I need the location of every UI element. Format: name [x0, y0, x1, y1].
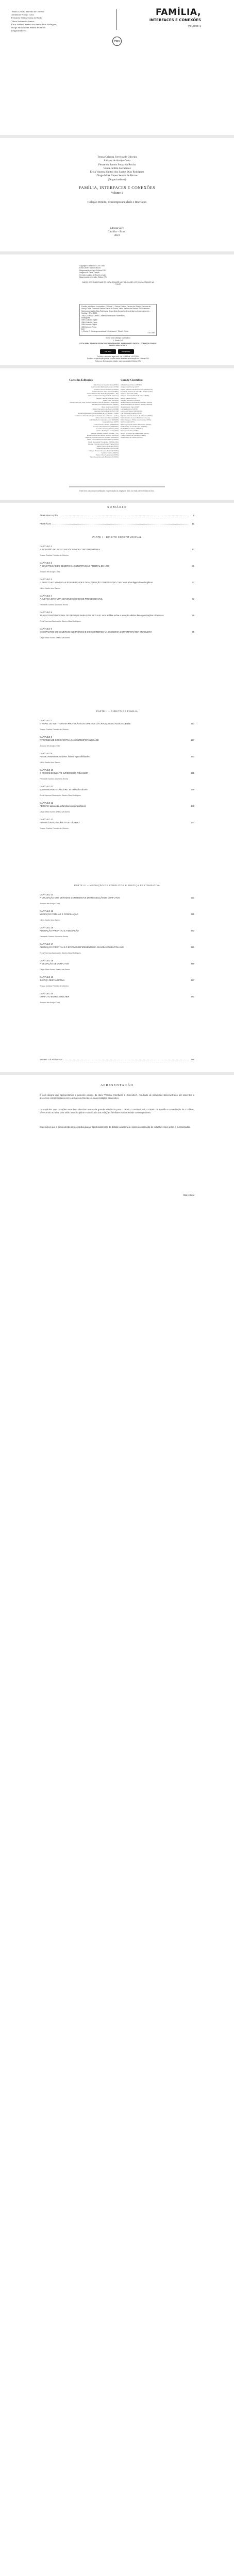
cover-author: Diogo Mota Nunes Seabra de Barros	[11, 26, 46, 29]
council-member: Ana Carolina Barbosa Guedes (UFPE)	[91, 386, 119, 388]
crv-logo-text: CRV	[114, 40, 120, 43]
toc-chapter-number: CAPÍTULO 4	[40, 595, 52, 597]
copyright-line: Revisão: Analista de Escrita e Artes	[79, 274, 107, 276]
council-member: Maria Cristina Cereser Pezzella (Unoesc)	[121, 416, 150, 419]
councils-page	[0, 368, 234, 500]
publisher-name: Editora CRV	[110, 227, 124, 230]
index-title: Índice para catálogo sistemático	[106, 337, 130, 339]
copyright-line: Imagens da Capa: Freepik	[79, 272, 99, 274]
toc-entry-page: 11	[192, 522, 194, 525]
toc-chapter-number: CAPÍTULO 8	[40, 736, 52, 738]
toc-entry[interactable]	[40, 1058, 194, 1061]
toc-chapter-number: CAPÍTULO 1	[40, 545, 52, 548]
toc-chapter-page: 257	[191, 979, 194, 981]
toc-chapter-title[interactable]: PLANEJAMENTO FAMILIAR: limites e possibilidades	[40, 755, 90, 758]
toc-chapter-page: 183	[191, 805, 194, 807]
copyright-line: Diagramação e Capa: Editora CRV	[79, 269, 106, 272]
council-member: Pedro Manoel Abreu (UNIVALI)	[121, 428, 143, 430]
council-member: Paulo Cesar Corrêa Borges (UNESP)	[121, 425, 147, 428]
council-member: Guillermo Arias Beatón (Universidade de La Havana – Cuba)	[75, 414, 119, 417]
toc-chapter-number: CAPÍTULO 16	[40, 926, 54, 929]
council-member: Francisco Carlos Duarte (PUC-PR)	[93, 410, 119, 412]
toc-chapter-title[interactable]: O DIREITO AO NOME E AS POSSIBILIDADES DE ALTERAÇÃO DO REGISTRO CIVIL: uma abordagem interdisciplinar	[40, 581, 153, 584]
toc-entry-page: 285	[190, 1058, 194, 1061]
toc-entry-title: PREFÁCIO	[40, 522, 51, 525]
catalog-line: ISBN Volume Físico	[81, 326, 97, 328]
copyright-page	[0, 255, 234, 365]
toc-entry-page: 9	[193, 514, 194, 517]
title-page-author: Diogo Mota Nunes Seabra de Barros	[96, 174, 138, 178]
toc-chapter-author: Vânia Jardim dos Santos	[40, 919, 60, 921]
title-page-authors	[0, 156, 234, 182]
council-member: Josania Portela (UFPI)	[102, 421, 119, 423]
council-member: Larissa Ramina (UFPR)	[121, 408, 138, 410]
cover-title: FAMÍLIA,	[156, 7, 201, 18]
toc-chapter-page: 127	[191, 739, 194, 741]
toc-entry[interactable]	[40, 514, 194, 517]
toc-chapter-page: 197	[191, 821, 194, 824]
toc-chapter-number: CAPÍTULO 20	[40, 992, 54, 995]
toc-chapter-title[interactable]: JUSTIÇA RESTAURATIVA	[40, 979, 65, 981]
cover-author: Vânia Jardim dos Santos	[11, 20, 35, 23]
council-member: Gilberto Ferreira Marchetti Filho (UFMS)	[121, 395, 149, 397]
catalog-line: ISBN Volume Digital	[81, 324, 97, 326]
toc-chapter-title[interactable]: O PAPEL DO INSTITUTO NA PROTEÇÃO DOS DIREITOS DA CRIANÇA E DO ADOLESCENTE	[40, 722, 131, 725]
council-member: Gloria Fariñas León (Universidade de La Havana – Cuba)	[77, 412, 119, 415]
council-member: José Alcebíades de Oliveira Junior (UFRGS)	[121, 403, 153, 406]
council-member: Cesar Gerónimo Tello (Univer. Nacional Três de Febrero – Argentina)	[70, 401, 119, 403]
toc-chapter-page: 95	[192, 631, 194, 633]
toc-chapter-page: 31	[192, 565, 194, 567]
toc-chapter-title[interactable]: TRANSCONSTITUCIONAL DE PESSOAS PARA FINS SEXUAIS: uma análise sobre a atuação efetiva das organizações criminosas	[40, 614, 164, 617]
copyright-lines	[79, 265, 157, 278]
council-member: Solange Helena Ximenes-Rocha (UFOPA)	[88, 449, 119, 452]
publisher-city: Curitiba – Brasil	[108, 230, 126, 234]
toc-chapter-page: 241	[191, 946, 194, 948]
toc-chapter-title[interactable]: A MEDIAÇÃO DE CONFLITOS	[40, 962, 69, 965]
toc-chapter-number: CAPÍTULO 3	[40, 578, 52, 581]
council-member: Luciano Rodrigues Costa (UFV)	[96, 430, 119, 432]
council-member: Élsio José Corá (UFFS)	[102, 405, 119, 408]
council-member: Marcelo Andrade Cattoni de Oliveira (UFMG)	[121, 414, 153, 417]
cover-page	[0, 0, 234, 135]
title-page-volume: Volume 1	[111, 192, 123, 195]
toc-heading: SUMÁRIO	[107, 505, 127, 509]
toc-chapter-number: CAPÍTULO 14	[40, 893, 54, 896]
council-member: Jacinto Nelson de Miranda Coutinho (UFPR)	[121, 401, 153, 403]
toc-chapter-title[interactable]: ALIENAÇÃO PARENTAL E O EFETIVO DEFERIMENTO DA GUARDA COMPARTILHADA	[40, 946, 125, 948]
toc-chapter-page: 169	[191, 788, 194, 791]
catalog-line: ISBN Coleção Física	[81, 321, 97, 324]
toc-chapter-title[interactable]: OS IMPACTOS DO COMÉRCIO ELETRÔNICO E O E-COMMERCE NA ECONOMIA CONTEMPORÂNEA BRASILEIRA	[40, 631, 153, 633]
council-member: Maria de Lourdes Pinto de Almeida (UNOESC)	[85, 436, 119, 438]
toc-chapter-author: Tereza Cristina Ferreira de Oliveira	[40, 554, 69, 556]
toc-chapter-author: Diogo Mota Nunes Seabra de Barros	[40, 811, 70, 813]
toc-chapter-author: Vânia Jardim dos Santos	[40, 761, 60, 764]
title-page-author: Vânia Jardim dos Santos	[103, 166, 131, 170]
toc-chapter-title[interactable]: CONFLITO ENTRE A MULHER	[40, 995, 70, 998]
toc-chapter-author: Jordana de Araújo Cotta	[40, 903, 60, 905]
google-play-badge[interactable]: Google Play	[118, 349, 134, 354]
toc-chapter-number: CAPÍTULO 17	[40, 943, 54, 945]
council-member: Eduardo Fernandes Barbosa (UFMG)	[92, 403, 119, 406]
legal-contact	[79, 355, 157, 362]
app-store-badge[interactable]: App Store	[100, 349, 116, 354]
catalog-line: Família, interfaces e conexões – Volume 1 / Tereza Cristina Ferreira de Oliveira, Jordana de Araújo Cotta, Fernando Santos Souza da Rocha, Vânia Jardim dos Santos, Érica Vanessa Santos dos Santos Dias Rodrigues, Diogo Mota Nunes Seabra de Barros (organizadores) – Curitiba : CRV, 2023.	[81, 306, 151, 315]
catalog-title: DADOS INTERNACIONAIS DE CATALOGAÇÃO NA PUBLICAÇÃO (CIP) CATALOGAÇÃO NA FONTE	[82, 281, 154, 286]
index-line: 1. Direito 340	[113, 339, 123, 342]
toc-chapter-title[interactable]: PATERNIDADE SOCIOAFETIVA NA CONTEMPORANEIDADE	[40, 739, 99, 741]
copyright-line: Diagramação e revisão: Editora CRV	[79, 276, 107, 279]
toc-chapter-page: 249	[191, 962, 194, 965]
toc-part-title: PARTE I – DIREITO CONSTITUCIONAL	[92, 536, 142, 538]
toc-chapter-number: CAPÍTULO 15	[40, 910, 54, 912]
toc-chapter-title[interactable]: ALIENAÇÃO PARENTAL E A MEDIAÇÃO	[40, 929, 79, 932]
council-member: Sérgio Urquhart de Cademartori (UFSC)	[121, 432, 149, 434]
toc-chapter-page: 141	[191, 755, 194, 758]
toc-chapter-title[interactable]: ADOÇÃO: aplicação às famílias contemporâneas	[40, 805, 86, 807]
council-member: Néfi Cordeiro (STJ)	[121, 421, 135, 423]
presentation-heading: APRESENTAÇÃO	[100, 1083, 134, 1087]
toc-chapter-number: CAPÍTULO 19	[40, 976, 54, 978]
presentation-signature: Boa leitura!	[183, 1194, 194, 1196]
council-member: Simone Rodrigues Pinto (UNB)	[96, 447, 119, 450]
council-member: Carmen Tereza Velanga (UNIR)	[96, 397, 119, 399]
toc-chapter-number: CAPÍTULO 9	[40, 752, 52, 755]
toc-chapter-author: Érica Vanessa Santos dos Santos Dias Rodrigues	[40, 794, 81, 796]
council-member: Salo de Carvalho (UFRJ)	[121, 430, 139, 432]
council-member: Tadeu Oliver Gonçalves (UFPA)	[96, 454, 119, 456]
toc-chapter-page: 271	[191, 995, 194, 998]
council-member: Leonel Severo Rocha (UNISINOS)	[94, 423, 119, 426]
toc-chapter-author: Jordana de Araújo Cotta	[40, 571, 60, 573]
toc-chapter-author: Jordana de Araújo Cotta	[40, 1002, 60, 1004]
toc-chapter-number: CAPÍTULO 12	[40, 802, 54, 804]
blank-area	[0, 1204, 234, 2576]
toc-chapter-title[interactable]: MEDIAÇÃO FAMILIAR E CONCILIAÇÃO	[40, 913, 78, 916]
toc-chapter-number: CAPÍTULO 10	[40, 769, 54, 771]
title-page-author: Érica Vanessa Santos dos Santos Dias Rodrigues	[90, 171, 144, 174]
council-member: Paulo Romualdo Hernandes (UNIFAL-MG)	[88, 440, 119, 443]
toc-chapter-page: 211	[191, 896, 194, 899]
council-member: Gilson Bonato (UFPA)	[121, 397, 137, 399]
copyright-line: Copyright © da Editora CRV Ltda.	[79, 265, 105, 267]
council-member: Marcelo Paixão (UFRJ e UTexas – US)	[91, 432, 119, 434]
toc-chapter-page: 113	[191, 722, 194, 725]
presentation-paragraph: É com alegria que apresentamos o primeiro volume da obra “Família, Interfaces e Conexões”, resultado de pesquisas desenvolvidas por docentes e discentes comprometidos com o estudo do Direito em suas múltiplas dimensões.	[40, 1094, 194, 1099]
catalog-line: Bibliografia	[81, 317, 90, 319]
council-member: Haroldo Lourenço (UFRRJ)	[121, 399, 140, 401]
council-member: Maria Cristina dos Santos Bezerra (UFSCar)	[87, 434, 119, 436]
cover-subtitle: INTERFACES E CONEXÕES	[149, 18, 201, 22]
council-member: Lídia de Oliveira Xavier (UNIEURO)	[93, 425, 119, 428]
title-page-author: (Organizadores)	[108, 178, 126, 181]
title-page-title: FAMÍLIA, INTERFACES E CONEXÕES	[78, 185, 156, 190]
title-page-author: Tereza Cristina Ferreira de Oliveira	[97, 156, 137, 159]
publisher-year: 2023	[114, 234, 120, 238]
digital-notice: ESTA OBRA TAMBÉM SE ENCONTRA DISPONÍVEL EM FORMATO DIGITAL. CONHEÇA E BAIXE NOSSO APLICATIVO!	[79, 343, 157, 347]
title-page-author: Jordana de Araújo Cotta	[103, 159, 131, 163]
toc-chapter-author: Vânia Jardim dos Santos	[40, 587, 60, 589]
toc-chapter-author: Diogo Mota Nunes Seabra de Barros	[40, 969, 70, 971]
title-page	[0, 138, 234, 251]
toc-chapter-number: CAPÍTULO 11	[40, 785, 53, 788]
toc-chapter-title[interactable]: FEMINICÍDIO E VIOLÊNCIA DE GÊNERO	[40, 821, 80, 824]
catalog-cdu: CDU 340	[147, 332, 155, 334]
toc-chapter-page: 233	[191, 929, 194, 932]
review-note-bar	[69, 486, 165, 487]
contact-line: Todos os direitos desta edição reservados pela: Editora CRV	[95, 360, 141, 362]
scientific-committee-list	[121, 384, 170, 438]
toc-chapter-number: CAPÍTULO 13	[40, 818, 54, 821]
toc-chapter-author: Tereza Cristina Ferreira de Oliveira	[40, 728, 69, 731]
council-member: Sérgio Nunes de Jesus (IFRO)	[96, 445, 119, 447]
title-page-publisher	[0, 227, 234, 238]
council-member: Carlos Federico Dominguez Avila (Unieuro)	[88, 395, 119, 397]
council-member: Elizeu Clementino de Souza (UNEB)	[92, 408, 119, 410]
toc-chapter-title[interactable]: O RECONHECIMENTO JURÍDICO DO POLIAMOR	[40, 772, 89, 774]
crv-logo-icon	[112, 36, 122, 46]
council-member: Sydione Santos (UEPG)	[101, 451, 119, 454]
toc-chapter-page: 155	[191, 772, 194, 774]
council-member: Nilsen Aparecida Vieira Marcondes (UFSC)	[121, 423, 152, 426]
catalog-line: ISBN Coleção Digital	[81, 319, 97, 321]
toc-chapter-number: CAPÍTULO 5	[40, 611, 52, 614]
council-member: Jailson Alves dos Santos (UFRJ)	[95, 416, 119, 419]
council-member: Thiago Fabres de Carvalho (UFES)	[121, 434, 146, 436]
cover-volume: VOLUME 1	[188, 25, 201, 27]
toc-chapter-title[interactable]: MATERNIDADE E CÁRCERE: as mães do cárcere	[40, 788, 88, 791]
council-member: Vera Karam de Chueiri (UFPR)	[121, 436, 143, 438]
contact-line: Proibida a reprodução parcial ou total desta obra sem autorização da Editora CRV	[87, 358, 149, 360]
council-member: Renato Francisco dos Santos Paula (UFG)	[88, 443, 119, 445]
council-member: Lenio Luiz Streck (UNISINOS)	[121, 410, 142, 412]
toc-chapter-page: 79	[192, 614, 194, 617]
toc-part-title: PARTE II – DIREITO DE FAMÍLIA	[96, 710, 138, 713]
cover-authors	[11, 10, 89, 32]
council-member: Antônio Pereira Gaio Júnior (UFRRJ)	[92, 390, 119, 393]
council-member: João Adalberto Campato Junior (UNESP)	[89, 419, 119, 421]
contact-line: Foi feito o depósito legal conf. Lei 10.994 de 14/12/2004	[96, 355, 140, 358]
peer-review-note: Este livro passou por avaliação e aprovação às cegas de dois ou mais pareceristas ad hoc.	[79, 490, 155, 492]
toc-chapter-author: Fernando Santos Souza da Rocha	[40, 778, 69, 780]
presentation-paragraph: Esperamos que a leitura desta obra contribua para o aprofundamento do debate acadêmico e para a construção de soluções mais justas e humanizadas.	[40, 1126, 191, 1128]
toc-chapter-number: CAPÍTULO 2	[40, 562, 52, 564]
toc-chapter-number: CAPÍTULO 18	[40, 959, 54, 962]
toc-entry-title: APRESENTAÇÃO	[40, 514, 58, 517]
catalog-line: 1. Direito 2. Contemporaneidade 3. Interfaces I. Título II. Série.	[81, 330, 129, 333]
presentation-paragraph: Os capítulos que compõem este livro abordam temas de grande relevância para o Direito Constitucional, o Direito de Família e a Mediação de Conflitos, oferecendo ao leitor uma visão interdisciplinar e atualizada das relações familiares na sociedade contemporânea.	[40, 1108, 194, 1114]
council-member: Anselmo Alencar Colares (UFOPA)	[93, 388, 119, 391]
cover-divider	[116, 9, 117, 30]
toc-chapter-author: Diogo Mota Nunes Seabra de Barros	[40, 637, 70, 639]
catalog-record	[81, 306, 155, 333]
council-member: Fernando Antonio de Carvalho Dantas (UFG)	[121, 390, 153, 393]
toc-chapter-number: CAPÍTULO 7	[40, 719, 52, 722]
toc-chapter-page: 225	[191, 913, 194, 916]
cover-author: Tereza Cristina Ferreira de Oliveira	[11, 10, 44, 13]
council-member: Aldo Rosa de Gouvêa Neto (UFRJ)	[93, 384, 119, 386]
cover-author: Érica Vanessa Santos dos Santos Dias Rodrigues	[11, 23, 57, 26]
scientific-committee-heading: Comitê Científico:	[121, 379, 143, 382]
toc-chapter-page: 17	[192, 548, 194, 551]
toc-chapter-author: Fernando Santos Souza da Rocha	[40, 604, 69, 606]
toc-chapter-title[interactable]: A CONSTRUÇÃO DE GÊNERO E A CONSTITUIÇÃO FEDERAL DE 1988	[40, 565, 109, 567]
toc-chapter-author: Érica Vanessa Santos dos Santos Dias Rodrigues	[40, 620, 81, 622]
presentation-page	[0, 1075, 234, 1204]
toc-entry-title: SOBRE OS AUTORES	[40, 1058, 63, 1061]
council-member: Lourdes Helena da Silva (UFV)	[96, 428, 119, 430]
council-member: Carlos Eduardo Nicoletti Camillo (Mackenzie)	[121, 388, 153, 391]
cover-author: Fernando Santos Souza da Rocha	[11, 16, 43, 20]
cover-title-block	[149, 7, 201, 27]
cover-author: Jordana de Araújo Cotta	[11, 13, 34, 16]
toc-chapter-page: 63	[192, 598, 194, 600]
council-member: Alfredo Copetti Neto (UNIJUÍ)	[121, 384, 142, 386]
toc-chapter-author: Érica Vanessa Santos dos Santos Dias Rodrigues	[40, 952, 81, 954]
council-member: Gilberto Bercovici (USP)	[121, 393, 138, 395]
council-member: Angela Issa Haonat (UFT)	[121, 386, 139, 388]
title-page-collection: Coleção Direito, Contemporaneidade e Interfaces	[87, 201, 147, 204]
editorial-council-heading: Conselho Editorial:	[69, 379, 93, 382]
toc-part-title: PARTE III – MEDIAÇÃO DE CONFLITOS E JUSTIÇA RESTAURATIVA	[74, 884, 160, 887]
toc-chapter-author: Jordana de Araújo Cotta	[40, 745, 60, 747]
toc-chapter-page: 47	[192, 581, 194, 584]
council-member: Milton Vasques Thibau de Almeida (UFMG)	[121, 419, 152, 421]
council-member: José Eduardo Faria (USP)	[121, 405, 140, 408]
council-member: Luiz Fernando Coelho (UFSC)	[121, 412, 142, 415]
council-member: Carlos Alberto Vilar Estêvão (UMINHO – PT)	[87, 393, 119, 395]
title-page-author: Fernando Santos Souza da Rocha	[98, 163, 136, 166]
council-member: Maria Lília Imbiriba Sousa Colares (UFOPA)	[87, 438, 119, 441]
toc-entry[interactable]	[40, 522, 194, 525]
toc-chapter-author: Tereza Cristina Ferreira de Oliveira	[40, 827, 69, 829]
table-of-contents-page	[0, 503, 234, 1072]
toc-chapter-number: CAPÍTULO 6	[40, 628, 52, 630]
catalog-line: 256 p. (Coleção Direito, Contemporaneidade e Interfaces)	[81, 314, 125, 317]
editorial-council-list	[69, 384, 119, 459]
council-member: Celso Conti (UFSCar)	[103, 399, 119, 401]
copyright-line: Editor-chefe: Railson Moura	[79, 267, 101, 269]
toc-chapter-title[interactable]: A INCLUSÃO DO IDOSO NA SOCIEDADE CONTEMPORÂNEA	[40, 548, 100, 551]
council-member: Tania Suely Azevedo Brasileiro (UFOPA)	[90, 456, 119, 459]
cover-author: (Organizadores)	[11, 29, 27, 32]
catalog-line: DOI	[81, 328, 85, 331]
toc-chapter-author: Fernando Santos Souza da Rocha	[40, 936, 69, 938]
toc-chapter-title[interactable]: A UTILIZAÇÃO DOS MÉTODOS CONSENSUAIS DE RESOLUÇÃO DE CONFLITOS	[40, 896, 120, 899]
toc-chapter-title[interactable]: A JUSTIÇA GRATUITA NO NOVO CÓDIGO DE PROCESSO CIVIL	[40, 598, 103, 600]
toc-chapter-author: Tereza Cristina Ferreira de Oliveira	[40, 985, 69, 987]
